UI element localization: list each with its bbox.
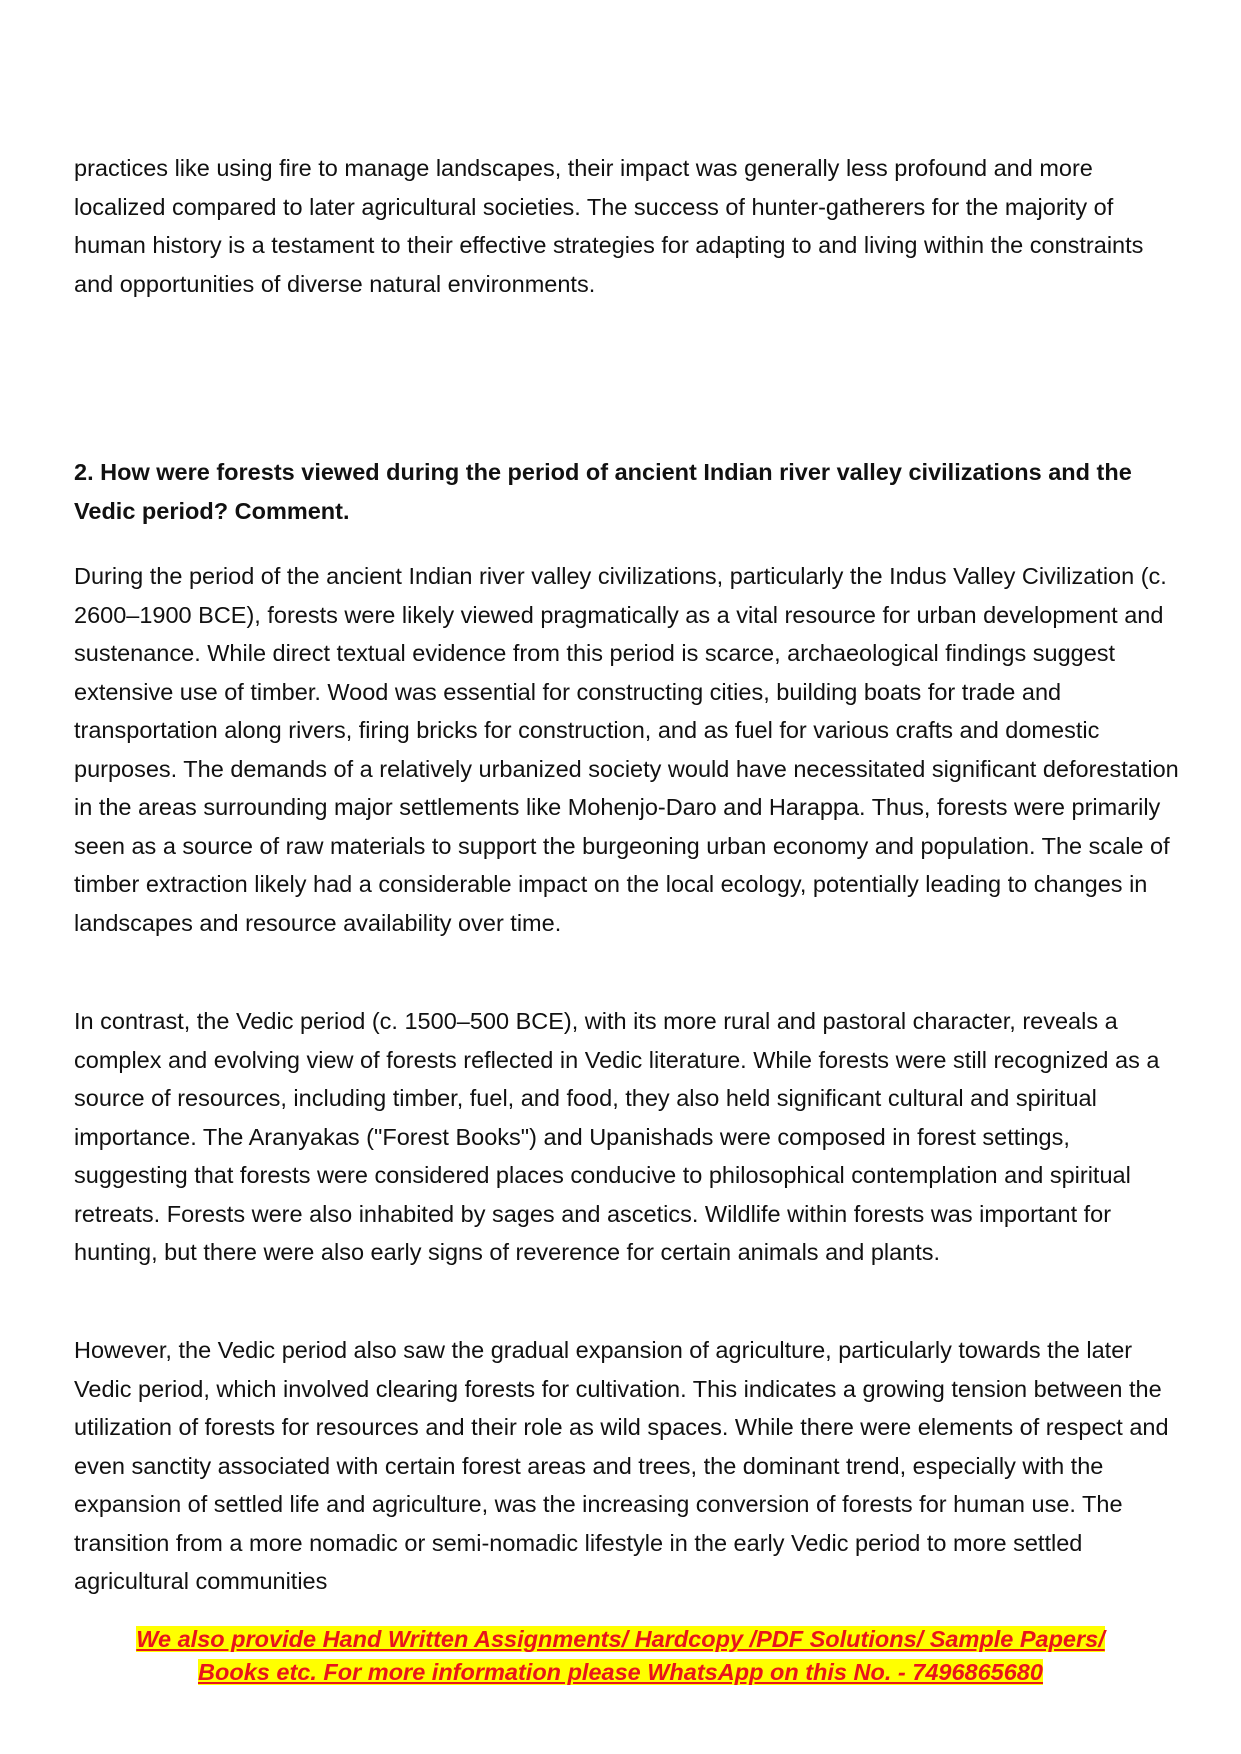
promo-line-1: We also provide Hand Written Assignments/ Hardcopy /PDF Solutions/ Sample Papers/ (136, 1626, 1105, 1652)
promo-line-2: Books etc. For more information please WhatsApp on this No. - 7496865680 (198, 1659, 1043, 1685)
answer-paragraph-indus: During the period of the ancient Indian river valley civilizations, particularly the Indus Valley Civilization (c. 2600–1900 BCE), forests were likely viewed pragmatically as a vital resource for urban development and sustenance. While direct textual evidence from this period is scarce, archaeological findings suggest extensive use of timber. Wood was essential for constructing cities, building boats for trade and transportation along rivers, firing bricks for construction, and as fuel for various crafts and domestic purposes. The demands of a relatively urbanized society would have necessitated significant deforestation in the areas surrounding major settlements like Mohenjo-Daro and Harappa. Thus, forests were primarily seen as a source of raw materials to support the burgeoning urban economy and population. The scale of timber extraction likely had a considerable impact on the local ecology, potentially leading to changes in landscapes and resource availability over time. (74, 563, 1179, 936)
intro-paragraph: practices like using fire to manage landscapes, their impact was generally less profound and more localized compared to later agricultural societies. The success of hunter-gatherers for the majority of human history is a testament to their effective strategies for adapting to and living within the constraints and opportunities of diverse natural environments. (74, 155, 1144, 297)
question-heading: 2. How were forests viewed during the period of ancient Indian river valley civilizations and the Vedic period? Comment. (74, 459, 1132, 524)
answer-paragraph-vedic: In contrast, the Vedic period (c. 1500–500 BCE), with its more rural and pastoral character, reveals a complex and evolving view of forests reflected in Vedic literature. While forests were still recognized as a source of resources, including timber, fuel, and food, they also held significant cultural and spiritual importance. The Aranyakas ("Forest Books") and Upanishads were composed in forest settings, suggesting that forests were considered places conducive to philosophical contemplation and spiritual retreats. Forests were also inhabited by sages and ascetics. Wildlife within forests was important for hunting, but there were also early signs of reverence for certain animals and plants. (74, 1008, 1160, 1265)
answer-paragraph-later-vedic: However, the Vedic period also saw the gradual expansion of agriculture, particularly towards the later Vedic period, which involved clearing forests for cultivation. This indicates a growing tension between the utilization of forests for resources and their role as wild spaces. While there were elements of respect and even sanctity associated with certain forest areas and trees, the dominant trend, especially with the expansion of settled life and agriculture, was the increasing conversion of forests for human use. The transition from a more nomadic or semi-nomadic lifestyle in the early Vedic period to more settled agricultural communities (74, 1337, 1169, 1594)
promo-banner (60, 1623, 1181, 1689)
